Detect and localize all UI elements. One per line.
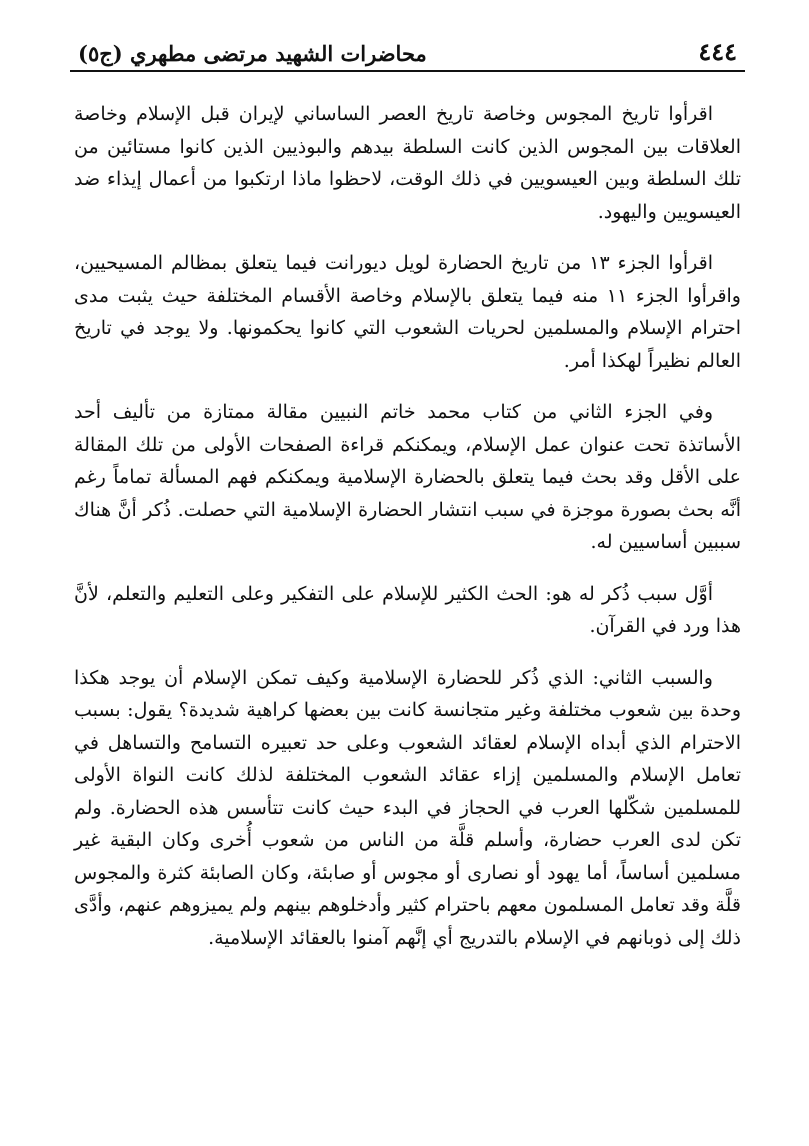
body-text (70, 98, 745, 954)
paragraph: وفي الجزء الثاني من كتاب محمد خاتم النبيين مقالة ممتازة من تأليف أحد الأساتذة تحت عنوان عمل الإسلام، ويمكنكم قراءة الصفحات الأولى من تلك المقالة على الأقل وقد بحث فيما يتعلق بالحضارة الإسلامية ويمكنكم فهم المسألة تماماً رغم أنَّه بحث بصورة موجزة في سبب انتشار الحضارة الإسلامية التي حصلت. ذُكر أنَّ هناك سببين أساسيين له. (74, 401, 741, 553)
paragraph: أوَّل سبب ذُكر له هو: الحث الكثير للإسلام على التفكير وعلى التعليم والتعلم، لأنَّ هذا ورد في القرآن. (74, 582, 741, 637)
paragraph: والسبب الثاني: الذي ذُكر للحضارة الإسلامية وكيف تمكن الإسلام أن يوجد هكذا وحدة بين شعوب مختلفة وغير متجانسة كانت بين بعضها كراهية شديدة؟ يقول: بسبب الاحترام الذي أبداه الإسلام لعقائد الشعوب وعلى حد تعبيره التسامح والتساهل في تعامل الإسلام والمسلمين إزاء عقائد الشعوب المختلفة لذلك كانت النواة الأولى للمسلمين شكّلها العرب في الحجاز في البدء حيث كانت تتأسس هذه الحضارة. ولم تكن لدى العرب حضارة، وأسلم قلَّة من الناس من شعوب أُخرى وكان البقية غير مسلمين أساساً، أما يهود أو نصارى أو مجوس أو صابئة، وكان الصابئة كثرة والمجوس قلَّة وقد تعامل المسلمون معهم باحترام كثير وأدخلوهم بينهم ولم يميزوهم عنهم، وأدَّى ذلك إلى ذوبانهم في الإسلام بالتدريج أي إنَّهم آمنوا بالعقائد الإسلامية. (74, 666, 741, 949)
paragraph: اقرأوا الجزء ١٣ من تاريخ الحضارة لويل ديورانت فيما يتعلق بمظالم المسيحيين، واقرأوا الجزء ١١ منه فيما يتعلق بالإسلام وخاصة الأقسام المختلفة حيث يثبت مدى احترام الإسلام والمسلمين لحريات الشعوب التي كانوا يحكمونها. ولا يوجد في تاريخ العالم نظيراً لهكذا أمر. (74, 252, 741, 372)
paragraph: اقرأوا تاريخ المجوس وخاصة تاريخ العصر الساساني لإيران قبل الإسلام وخاصة العلاقات بين المجوس الذين كانت السلطة بيدهم والبوذيين الذين كانوا مستائين من تلك السلطة وبين العيسويين في ذلك الوقت، لاحظوا ماذا ارتكبوا من أعمال إيذاء ضد العيسويين واليهود. (74, 103, 741, 223)
running-title: محاضرات الشهيد مرتضى مطهري (ج٥) (78, 41, 427, 66)
page-number: ٤٤٤ (698, 37, 737, 66)
page-header (70, 28, 745, 72)
